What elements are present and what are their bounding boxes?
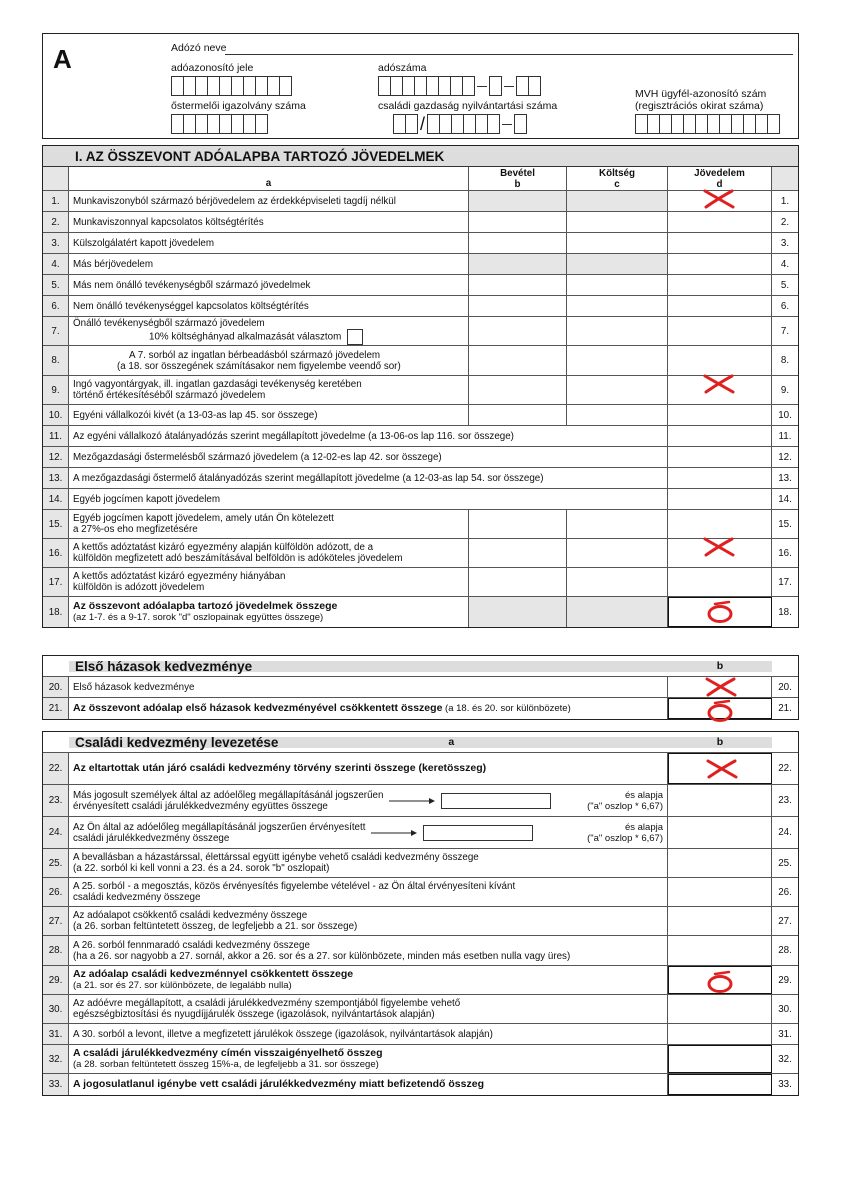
row-text-2: történő értékesítéséből származó jövedelem	[73, 390, 266, 401]
row-description	[69, 426, 668, 446]
row-description	[69, 936, 668, 965]
base-note-line-1: és alapja	[624, 789, 663, 801]
cost-field-c[interactable]	[567, 212, 668, 232]
cost-field-c[interactable]	[567, 376, 668, 404]
col-c-label: c	[614, 178, 620, 190]
row-number: 5.	[43, 275, 69, 295]
row-text-2: érvényesített családi járulékkedvezmény együttes összege	[73, 800, 328, 812]
row-number-right: 17.	[778, 576, 792, 588]
row-text-2: (a 21. sor és 27. sor különbözete, de legalább nulla)	[73, 980, 292, 991]
row-number: 27.	[43, 907, 69, 935]
row-description	[69, 489, 668, 509]
value-field-b[interactable]	[668, 849, 772, 877]
row-text-2: családi járulékkedvezmény összege	[73, 832, 230, 844]
row-number: 7.	[43, 317, 69, 345]
income-field-d[interactable]	[668, 254, 772, 274]
family-farm-label: családi gazdaság nyilvántartási száma	[378, 100, 558, 112]
row-number-right: 25.	[778, 857, 792, 869]
taxpayer-header	[42, 33, 799, 139]
family-allowance-row-8	[43, 966, 798, 995]
row-text: Egyéni vállalkozói kivét (a 13-03-as lap 45. sor összege)	[73, 409, 318, 421]
row-description	[69, 405, 469, 425]
row-text: A családi járulékkedvezmény címén visszaigényelhető összeg	[73, 1047, 383, 1059]
base-note-line-1: és alapja	[624, 821, 663, 833]
row-number: 31.	[43, 1024, 69, 1044]
row-number: 9.	[43, 376, 69, 404]
first-marriage-row-2	[43, 698, 798, 719]
cost-field-c[interactable]	[567, 346, 668, 375]
column-header-row	[43, 167, 798, 191]
row-number: 28.	[43, 936, 69, 965]
row-text: A kettős adóztatást kizáró egyezmény alapján külföldön adózott, de a	[73, 542, 374, 553]
row-text: Az adóévre megállapított, a családi járulékkedvezmény szempontjából figyelembe vehető	[73, 998, 461, 1009]
red-x-mark-icon	[704, 677, 738, 700]
row-text: Az összevont adóalapba tartozó jövedelmek összege	[73, 600, 338, 612]
cost-ratio-checkbox[interactable]	[347, 329, 363, 345]
row-number: 11.	[43, 426, 69, 446]
income-field-d[interactable]	[668, 597, 772, 627]
value-field-b[interactable]	[668, 698, 772, 719]
section-first-marriage-title: Első házasok kedvezménye b	[43, 656, 798, 677]
family-allowance-row-4	[43, 849, 798, 878]
income-row-16	[43, 539, 798, 568]
section-income-title: I. AZ ÖSSZEVONT ADÓALAPBA TARTOZÓ JÖVEDELMEK	[43, 146, 798, 167]
value-field-b[interactable]	[668, 785, 772, 816]
family-allowance-row-2	[43, 785, 798, 817]
col-d-title: Jövedelem	[694, 167, 745, 179]
red-x-mark-icon	[702, 189, 736, 212]
income-row-5	[43, 275, 798, 296]
row-number-right: 15.	[778, 518, 792, 530]
income-row-2	[43, 212, 798, 233]
producer-id-boxes[interactable]	[171, 114, 268, 134]
income-row-14	[43, 489, 798, 510]
row-number-right: 23.	[778, 795, 792, 806]
row-number: 1.	[43, 191, 69, 211]
row-text: A 25. sorból - a megosztás, közös érvényesítés figyelembe vételével - az Ön által érvényesíteni kívánt	[73, 881, 516, 892]
row-text: Az egyéni vállalkozó átalányadózás szerint megállapított jövedelme (a 13-06-os lap 116. sor összege)	[73, 430, 514, 442]
row-number: 13.	[43, 468, 69, 488]
row-number-right: 13.	[778, 472, 792, 484]
row-text: A mezőgazdasági őstermelő átalányadózás szerint megállapított jövedelme (a 12-03-as lap 54. sor összege)	[73, 472, 544, 484]
row-description	[69, 510, 469, 538]
family-allowance-row-10	[43, 1024, 798, 1045]
row-description	[69, 753, 668, 784]
value-field-b[interactable]	[668, 878, 772, 906]
row-description	[69, 296, 469, 316]
mvh-label-1: MVH ügyfél-azonosító szám	[635, 88, 767, 100]
family-allowance-row-1	[43, 753, 798, 785]
section-first-marriage	[42, 655, 799, 720]
family-farm-boxes[interactable]: /	[393, 114, 527, 134]
row-text-2: (ha a 26. sor nagyobb a 27. sornál, akkor a 26. sor és a 27. sor különbözete, minden más esetben nulla vagy üres)	[73, 950, 571, 962]
income-field-b[interactable]	[469, 233, 567, 253]
row-number: 26.	[43, 878, 69, 906]
cost-field-c	[567, 254, 668, 274]
row-number: 12.	[43, 447, 69, 467]
row-description	[69, 376, 469, 404]
income-row-11	[43, 426, 798, 447]
row-text: Ingó vagyontárgyak, ill. ingatlan gazdasági tevékenység keretében	[73, 379, 362, 390]
income-field-d[interactable]	[668, 376, 772, 404]
family-allowance-row-9	[43, 995, 798, 1024]
row-text: Első házasok kedvezménye	[73, 681, 195, 693]
row-description	[69, 233, 469, 253]
income-field-b[interactable]	[469, 405, 567, 425]
row-text: A 7. sorból az ingatlan bérbeadásból származó jövedelem	[129, 349, 381, 361]
income-row-3	[43, 233, 798, 254]
income-field-b[interactable]	[469, 212, 567, 232]
row-text-2: 10% költséghányad alkalmazását választom	[73, 329, 468, 345]
row-number: 20.	[43, 677, 69, 697]
row-number-right: 9.	[780, 384, 790, 396]
family-allowance-row-12	[43, 1074, 798, 1095]
row-number-right: 5.	[780, 279, 790, 291]
cost-field-c[interactable]	[567, 296, 668, 316]
income-field-b[interactable]	[469, 317, 567, 345]
row-number-right: 16.	[778, 547, 792, 559]
income-field-b	[469, 597, 567, 627]
row-text: Munkaviszonyból származó bérjövedelem az érdekképviseleti tagdíj nélkül	[73, 195, 396, 207]
income-field-b[interactable]	[469, 346, 567, 375]
row-number: 2.	[43, 212, 69, 232]
row-text-2: egészségbiztosítási és nyugdíjjárulék összege (igazolások, nyilvántartások alapján)	[73, 1009, 435, 1020]
row-description	[69, 597, 469, 627]
row-description	[69, 785, 668, 816]
cost-field-c	[567, 191, 668, 211]
row-number-right: 11.	[778, 430, 792, 442]
cost-field-c[interactable]	[567, 568, 668, 596]
col-c-title: Költség	[599, 167, 635, 179]
row-number-right: 12.	[778, 451, 792, 463]
row-number: 21.	[43, 698, 69, 719]
income-row-12	[43, 447, 798, 468]
col-b-title: Bevétel	[500, 167, 535, 179]
row-number: 17.	[43, 568, 69, 596]
income-field-b[interactable]	[469, 568, 567, 596]
arrow-right-icon	[389, 796, 437, 806]
row-text-2: (az 1-7. és a 9-17. sorok "d" oszlopainak együttes összege)	[73, 612, 324, 623]
cost-field-c[interactable]	[567, 317, 668, 345]
row-number-right: 2.	[780, 216, 790, 228]
row-description	[69, 817, 668, 848]
row-text: Más bérjövedelem	[73, 258, 154, 270]
income-field-d[interactable]	[668, 191, 772, 211]
tax-id-boxes[interactable]	[171, 76, 292, 96]
row-number-right: 28.	[778, 945, 792, 956]
row-number: 22.	[43, 753, 69, 784]
row-number-right: 21.	[778, 703, 792, 714]
row-text-2: a 27%-os eho megfizetésére	[73, 524, 198, 535]
row-description	[69, 995, 668, 1023]
amount-input-a[interactable]	[423, 825, 533, 841]
family-allowance-row-7	[43, 936, 798, 966]
income-field-d[interactable]	[668, 405, 772, 425]
row-text: Nem önálló tevékenységgel kapcsolatos költségtérítés	[73, 300, 309, 312]
col-a-label: a	[265, 178, 272, 189]
row-number-right: 30.	[778, 1003, 792, 1015]
col-b-label: b	[514, 178, 521, 190]
row-number: 15.	[43, 510, 69, 538]
row-description	[69, 907, 668, 935]
row-number: 10.	[43, 405, 69, 425]
row-text: A 30. sorból a levont, illetve a megfizetett járulékok összege (igazolások, nyilvántartások alapján)	[73, 1028, 493, 1040]
value-field-b[interactable]	[668, 995, 772, 1023]
row-number: 32.	[43, 1045, 69, 1073]
row-text: Mezőgazdasági őstermelésből származó jövedelem (a 12-02-es lap 42. sor összege)	[73, 451, 442, 463]
income-row-18	[43, 597, 798, 627]
taxpayer-name-field[interactable]	[225, 54, 793, 55]
mvh-label-2: (regisztrációs okirat száma)	[635, 100, 764, 112]
row-number: 6.	[43, 296, 69, 316]
row-text-2: (a 18. sor összegének számításakor nem figyelembe veendő sor)	[117, 360, 401, 372]
family-allowance-row-11	[43, 1045, 798, 1074]
row-description	[69, 346, 469, 375]
tax-number-label: adószáma	[378, 62, 427, 74]
row-text: Önálló tevékenységből származó jövedelem	[73, 317, 265, 329]
row-description	[69, 212, 469, 232]
income-field-b[interactable]	[469, 275, 567, 295]
value-field-b[interactable]	[668, 753, 772, 784]
row-number-right: 4.	[780, 258, 790, 270]
income-field-d[interactable]	[668, 539, 772, 567]
row-number-right: 18.	[778, 606, 792, 618]
row-number-right: 31.	[778, 1028, 792, 1040]
row-number-right: 7.	[780, 325, 790, 337]
row-description	[69, 1024, 668, 1044]
row-number-right: 14.	[778, 493, 792, 505]
row-number: 4.	[43, 254, 69, 274]
value-field-b[interactable]	[668, 1045, 772, 1073]
row-text: Az adóalap családi kedvezménnyel csökkentett összege	[73, 968, 354, 980]
income-row-4	[43, 254, 798, 275]
row-number-right: 29.	[778, 974, 792, 986]
value-field-b[interactable]	[668, 677, 772, 697]
row-number-right: 8.	[780, 355, 790, 366]
row-description	[69, 468, 668, 488]
value-field-b[interactable]	[668, 936, 772, 965]
row-description	[69, 568, 469, 596]
row-number-right: 20.	[778, 681, 792, 693]
income-field-d[interactable]	[668, 510, 772, 538]
row-description	[69, 677, 668, 697]
row-description	[69, 275, 469, 295]
income-row-8	[43, 346, 798, 376]
value-field-b[interactable]	[668, 966, 772, 994]
row-number: 24.	[43, 817, 69, 848]
income-row-13	[43, 468, 798, 489]
tax-id-label: adóazonosító jele	[171, 62, 254, 74]
row-number: 23.	[43, 785, 69, 816]
value-field-b[interactable]	[668, 1024, 772, 1044]
row-description	[69, 539, 469, 567]
income-field-d[interactable]	[668, 317, 772, 345]
row-text-2: külföldön megfizetett adó beszámításával belföldön is adóköteles jövedelem	[73, 553, 403, 564]
family-allowance-row-6	[43, 907, 798, 936]
income-field-b[interactable]	[469, 296, 567, 316]
row-description	[69, 1074, 668, 1095]
income-field-d[interactable]	[668, 468, 772, 488]
row-text: Munkaviszonnyal kapcsolatos költségtérítés	[73, 216, 264, 228]
col-d-label: d	[716, 178, 723, 190]
arrow-right-icon	[371, 828, 419, 838]
row-text: A 26. sorból fennmaradó családi kedvezmény összege	[73, 939, 310, 951]
row-number-right: 3.	[780, 237, 790, 249]
row-text: Az adóalapot csökkentő családi kedvezmény összege	[73, 910, 308, 921]
red-x-mark-icon	[702, 374, 736, 397]
row-text: Az eltartottak után járó családi kedvezmény törvény szerinti összege (keretösszeg)	[73, 762, 487, 774]
mvh-id-boxes[interactable]	[635, 114, 780, 134]
income-field-d[interactable]	[668, 275, 772, 295]
amount-input-a[interactable]	[441, 793, 551, 809]
row-text-2: (a 26. sorban feltüntetett összeg, de legfeljebb a 21. sor összege)	[73, 921, 358, 932]
row-description	[69, 191, 469, 211]
income-row-7	[43, 317, 798, 346]
cost-field-c[interactable]	[567, 275, 668, 295]
taxpayer-name-label: Adózó neve	[171, 42, 227, 54]
income-field-b	[469, 254, 567, 274]
row-text-2: családi kedvezmény összege	[73, 892, 201, 903]
row-text: Egyéb jogcímen kapott jövedelem, amely után Ön kötelezett	[73, 513, 334, 524]
row-number-right: 1.	[780, 195, 790, 207]
row-text: Az összevont adóalap első házasok kedvezményével csökkentett összege (a 18. és 20. sor különbözete)	[73, 702, 571, 714]
row-number: 30.	[43, 995, 69, 1023]
red-x-mark-icon	[705, 759, 739, 782]
section-income	[42, 145, 799, 628]
base-note	[587, 822, 667, 844]
income-row-1	[43, 191, 798, 212]
cost-field-c[interactable]	[567, 233, 668, 253]
income-field-d[interactable]	[668, 568, 772, 596]
row-number: 25.	[43, 849, 69, 877]
row-text: Más jogosult személyek által az adóelőleg megállapításánál jogszerűen	[73, 789, 384, 801]
income-row-10	[43, 405, 798, 426]
row-text-suffix: (a 18. és 20. sor különbözete)	[442, 703, 571, 714]
cost-field-c[interactable]	[567, 539, 668, 567]
form-letter: A	[53, 44, 72, 74]
row-text-2: (a 22. sorból ki kell vonni a 23. és a 24. sorok "b" oszlopait)	[73, 863, 330, 874]
row-number-right: 26.	[778, 886, 792, 898]
row-text-2: külföldön is adózott jövedelem	[73, 582, 205, 593]
first-marriage-row-1	[43, 677, 798, 698]
section-family-allowance-title: Családi kedvezmény levezetése a b	[43, 732, 798, 753]
row-text: Az Ön által az adóelőleg megállapításánál jogszerűen érvényesített	[73, 821, 366, 833]
income-field-d[interactable]	[668, 233, 772, 253]
row-number-right: 10.	[778, 409, 792, 421]
red-zero-mark-icon	[705, 971, 735, 996]
row-description	[69, 698, 668, 719]
row-text: A bevallásban a házastárssal, élettárssal együtt igénybe vehető családi kedvezmény összege	[73, 852, 479, 863]
row-number-right: 6.	[780, 300, 790, 312]
row-number: 18.	[43, 597, 69, 627]
income-field-d[interactable]	[668, 346, 772, 375]
income-row-9	[43, 376, 798, 405]
value-field-b[interactable]	[668, 817, 772, 848]
section-family-allowance	[42, 731, 799, 1096]
row-description	[69, 878, 668, 906]
red-zero-mark-icon	[705, 700, 735, 725]
row-number-right: 32.	[778, 1053, 792, 1065]
row-text: Külszolgálatért kapott jövedelem	[73, 237, 215, 249]
income-field-d[interactable]	[668, 212, 772, 232]
income-field-b[interactable]	[469, 510, 567, 538]
row-number: 29.	[43, 966, 69, 994]
red-zero-mark-icon	[705, 601, 735, 626]
tax-number-boxes[interactable]	[378, 76, 541, 96]
income-field-b[interactable]	[469, 376, 567, 404]
income-row-17	[43, 568, 798, 597]
base-note	[587, 790, 667, 812]
row-number-right: 24.	[778, 827, 792, 838]
row-number-right: 22.	[778, 763, 792, 774]
row-description	[69, 1045, 668, 1073]
income-field-d[interactable]	[668, 489, 772, 509]
row-number: 8.	[43, 346, 69, 375]
row-text-2: (a 28. sorban feltüntetett összeg 15%-a, de legfeljebb a 31. sor összege)	[73, 1059, 379, 1070]
row-number-right: 27.	[778, 915, 792, 927]
row-number-right: 33.	[778, 1079, 792, 1090]
family-allowance-row-5	[43, 878, 798, 907]
income-field-b	[469, 191, 567, 211]
value-field-b[interactable]	[668, 1074, 772, 1095]
row-text: Más nem önálló tevékenységből származó jövedelmek	[73, 279, 311, 291]
income-field-d[interactable]	[668, 296, 772, 316]
row-description	[69, 254, 469, 274]
row-number: 3.	[43, 233, 69, 253]
cost-field-c[interactable]	[567, 510, 668, 538]
row-number: 33.	[43, 1074, 69, 1095]
row-number: 16.	[43, 539, 69, 567]
red-x-mark-icon	[702, 537, 736, 560]
producer-id-label: őstermelői igazolvány száma	[171, 100, 306, 112]
row-description	[69, 966, 668, 994]
row-description	[69, 849, 668, 877]
row-number: 14.	[43, 489, 69, 509]
cost-field-c	[567, 597, 668, 627]
value-field-b[interactable]	[668, 907, 772, 935]
row-description	[69, 317, 469, 345]
income-field-d[interactable]	[668, 426, 772, 446]
base-note-line-2: ("a" oszlop * 6,67)	[587, 800, 663, 812]
base-note-line-2: ("a" oszlop * 6,67)	[587, 832, 663, 844]
income-field-b[interactable]	[469, 539, 567, 567]
income-field-d[interactable]	[668, 447, 772, 467]
row-text: Egyéb jogcímen kapott jövedelem	[73, 493, 221, 505]
income-row-6	[43, 296, 798, 317]
row-text: A kettős adóztatást kizáró egyezmény hiányában	[73, 571, 286, 582]
row-description	[69, 447, 668, 467]
income-row-15	[43, 510, 798, 539]
cost-field-c[interactable]	[567, 405, 668, 425]
row-text: A jogosulatlanul igénybe vett családi járulékkedvezmény miatt befizetendő összeg	[73, 1078, 484, 1090]
family-allowance-row-3	[43, 817, 798, 849]
